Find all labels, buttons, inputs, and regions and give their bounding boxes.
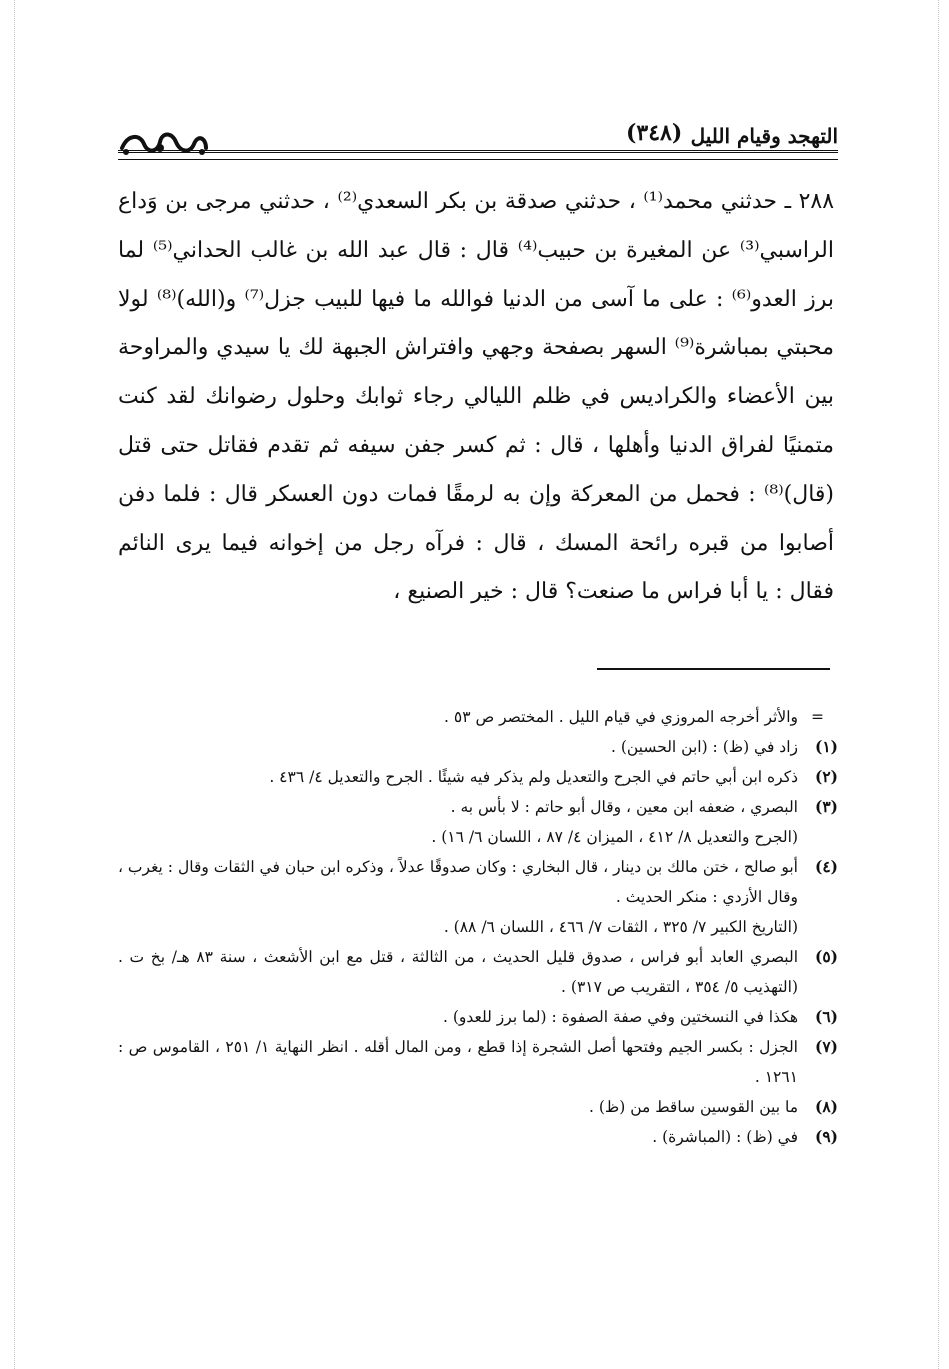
continuation-mark: = [811,708,824,726]
footnote-continuation [118,702,838,732]
footnote-number: (٥) [814,947,838,966]
footnote-number: (٢) [814,767,838,786]
footnote-text: البصري العابد أبو فراس ، صدوق قليل الحديث ، من الثالثة ، قتل مع ابن الأشعث ، سنة ٨٣ هـ/ بخ ت . (التهذيب ٥/ ٣٥٤ ، التقريب ص ٣١٧) . [118,948,799,996]
footnote-text: أبو صالح ، ختن مالك بن دينار ، قال البخاري : وكان صدوقًا عدلاً ، وذكره ابن حبان في الثقات وقال : يغرب ، وقال الأزدي : منكر الحديث . [118,858,798,906]
running-title: التهجد وقيام الليل [690,124,838,148]
footnote-number: (٧) [814,1037,838,1056]
footnote-text: زاد في (ظ) : (ابن الحسين) . [610,738,798,756]
footnote-item [118,792,838,852]
footnote-text: هكذا في النسختين وفي صفة الصفوة : (لما برز للعدو) . [443,1008,798,1026]
header-double-rule [118,150,838,157]
footnote-number: (٨) [814,1097,838,1116]
footnote-text: (التاريخ الكبير ٧/ ٣٢٥ ، الثقات ٧/ ٤٦٦ ، اللسان ٦/ ٨٨) . [443,918,798,936]
footnote-item [118,1092,838,1122]
footnote-number: (٩) [814,1127,838,1146]
footnote-separator [597,668,830,670]
footnote-number: (١) [814,737,838,756]
footnote-number: (٦) [814,1007,838,1026]
main-text [118,178,834,617]
header-thin-rule [118,159,838,160]
footnote-item [118,762,838,792]
footnote-item [118,852,838,942]
footnote-item [118,1032,838,1092]
page-header [118,110,838,170]
footnote-text: البصري ، ضعفه ابن معين ، وقال أبو حاتم : لا بأس به . [450,798,798,816]
footnote-item [118,1002,838,1032]
scan-edge-right [938,0,939,1369]
footnotes [118,702,838,1152]
continuation-text: والأثر أخرجه المروزي في قيام الليل . المختصر ص ٥٣ . [444,708,798,726]
footnote-text: الجزل : بكسر الجيم وفتحها أصل الشجرة إذا قطع ، ومن المال أقله . انظر النهاية ١/ ٢٥١ ، القاموس ص : ١٢٦١ . [118,1038,798,1086]
footnote-text: (الجرح والتعديل ٨/ ٤١٢ ، الميزان ٤/ ٨٧ ، اللسان ٦/ ١٦) . [431,828,798,846]
footnote-text: في (ظ) : (المباشرة) . [652,1128,798,1146]
footnote-item [118,1122,838,1152]
scan-edge-left [14,0,15,1369]
footnote-list [118,732,838,1152]
narration-paragraph: ٢٨٨ ـ حدثني محمد⁽¹⁾ ، حدثني صدقة بن بكر السعدي⁽²⁾ ، حدثني مرجى بن وَداع الراسبي⁽³⁾ عن المغيرة بن حبيب⁽⁴⁾ قال : قال عبد الله بن غالب الحداني⁽⁵⁾ لما برز العدو⁽⁶⁾ : على ما آسى من الدنيا فوالله ما فيها للبيب جزل⁽⁷⁾ و(الله)⁽⁸⁾ لولا محبتي بمباشرة⁽⁹⁾ السهر بصفحة وجهي وافتراش الجبهة لك يا سيدي والمراوحة بين الأعضاء والكراديس في ظلم الليالي رجاء ثوابك وحلول رضوانك لقد كنت متمنيًا لفراق الدنيا وأهلها ، قال : ثم كسر جفن سيفه ثم تقدم فقاتل حتى قتل (قال)⁽⁸⁾ : فحمل من المعركة وإن به لرمقًا فمات دون العسكر قال : فلما دفن أصابوا من قبره رائحة المسك ، قال : فرآه رجل من إخوانه فيما يرى النائم فقال : يا أبا فراس ما صنعت؟ قال : خير الصنيع ، [118,189,835,605]
footnote-number: (٤) [814,857,838,876]
footnote-text: ذكره ابن أبي حاتم في الجرح والتعديل ولم يذكر فيه شيئًا . الجرح والتعديل ٤/ ٤٣٦ . [269,768,798,786]
footnote-number: (٣) [814,797,838,816]
footnote-item [118,732,838,762]
page-number: (٣٤٨) [626,120,683,146]
footnote-item [118,942,838,1002]
footnote-text: ما بين القوسين ساقط من (ظ) . [588,1098,798,1116]
